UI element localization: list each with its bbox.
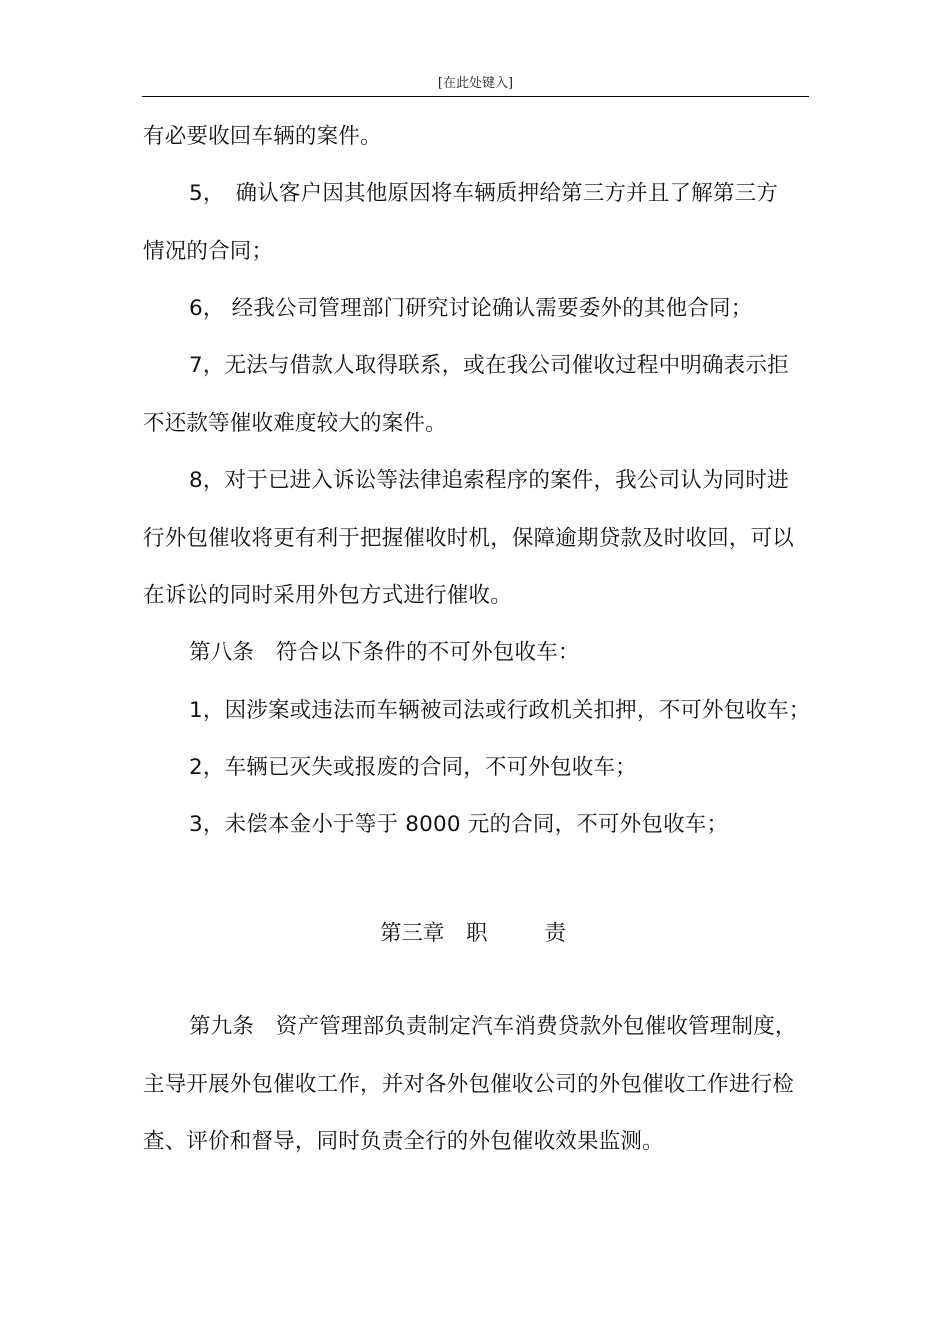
- article-9-line-1: 第九条 资产管理部负责制定汽车消费贷款外包催收管理制度，: [189, 1014, 797, 1039]
- article-8-heading: 第八条 符合以下条件的不可外包收车：: [189, 640, 580, 665]
- chapter-title-part-1: 第三章 职: [380, 921, 488, 946]
- list-item-5-line-2: 情况的合同；: [143, 239, 274, 264]
- article-8-item-3: 3，未偿本金小于等于 8000 元的合同，不可外包收车；: [189, 812, 729, 837]
- article-8-item-2: 2，车辆已灭失或报废的合同，不可外包收车；: [189, 755, 637, 780]
- article-9-line-2: 主导开展外包催收工作，并对各外包催收公司的外包催收工作进行检: [143, 1072, 795, 1097]
- list-item-6: 6， 经我公司管理部门研究讨论确认需要委外的其他合同；: [189, 296, 753, 321]
- chapter-title: [380, 919, 566, 949]
- header-divider: [142, 96, 809, 97]
- list-item-8-line-3: 在诉讼的同时采用外包方式进行催收。: [143, 583, 512, 608]
- list-item-8-line-2: 行外包催收将更有利于把握催收时机，保障逾期贷款及时收回，可以: [143, 526, 795, 551]
- list-item-7-line-2: 不还款等催收难度较大的案件。: [143, 411, 447, 436]
- chapter-title-part-2: 责: [544, 921, 567, 946]
- article-8-item-1: 1，因涉案或违法而车辆被司法或行政机关扣押，不可外包收车；: [189, 698, 811, 723]
- list-item-8-line-1: 8，对于已进入诉讼等法律追索程序的案件，我公司认为同时进: [189, 468, 789, 493]
- list-item-7-line-1: 7，无法与借款人取得联系，或在我公司催收过程中明确表示拒: [189, 353, 789, 378]
- paragraph-line: 有必要收回车辆的案件。: [143, 124, 382, 149]
- page-header: [在此处键入]: [437, 76, 514, 91]
- article-9-line-3: 查、评价和督导，同时负责全行的外包催收效果监测。: [143, 1129, 664, 1154]
- list-item-5-line-1: 5， 确认客户因其他原因将车辆质押给第三方并且了解第三方: [189, 181, 779, 206]
